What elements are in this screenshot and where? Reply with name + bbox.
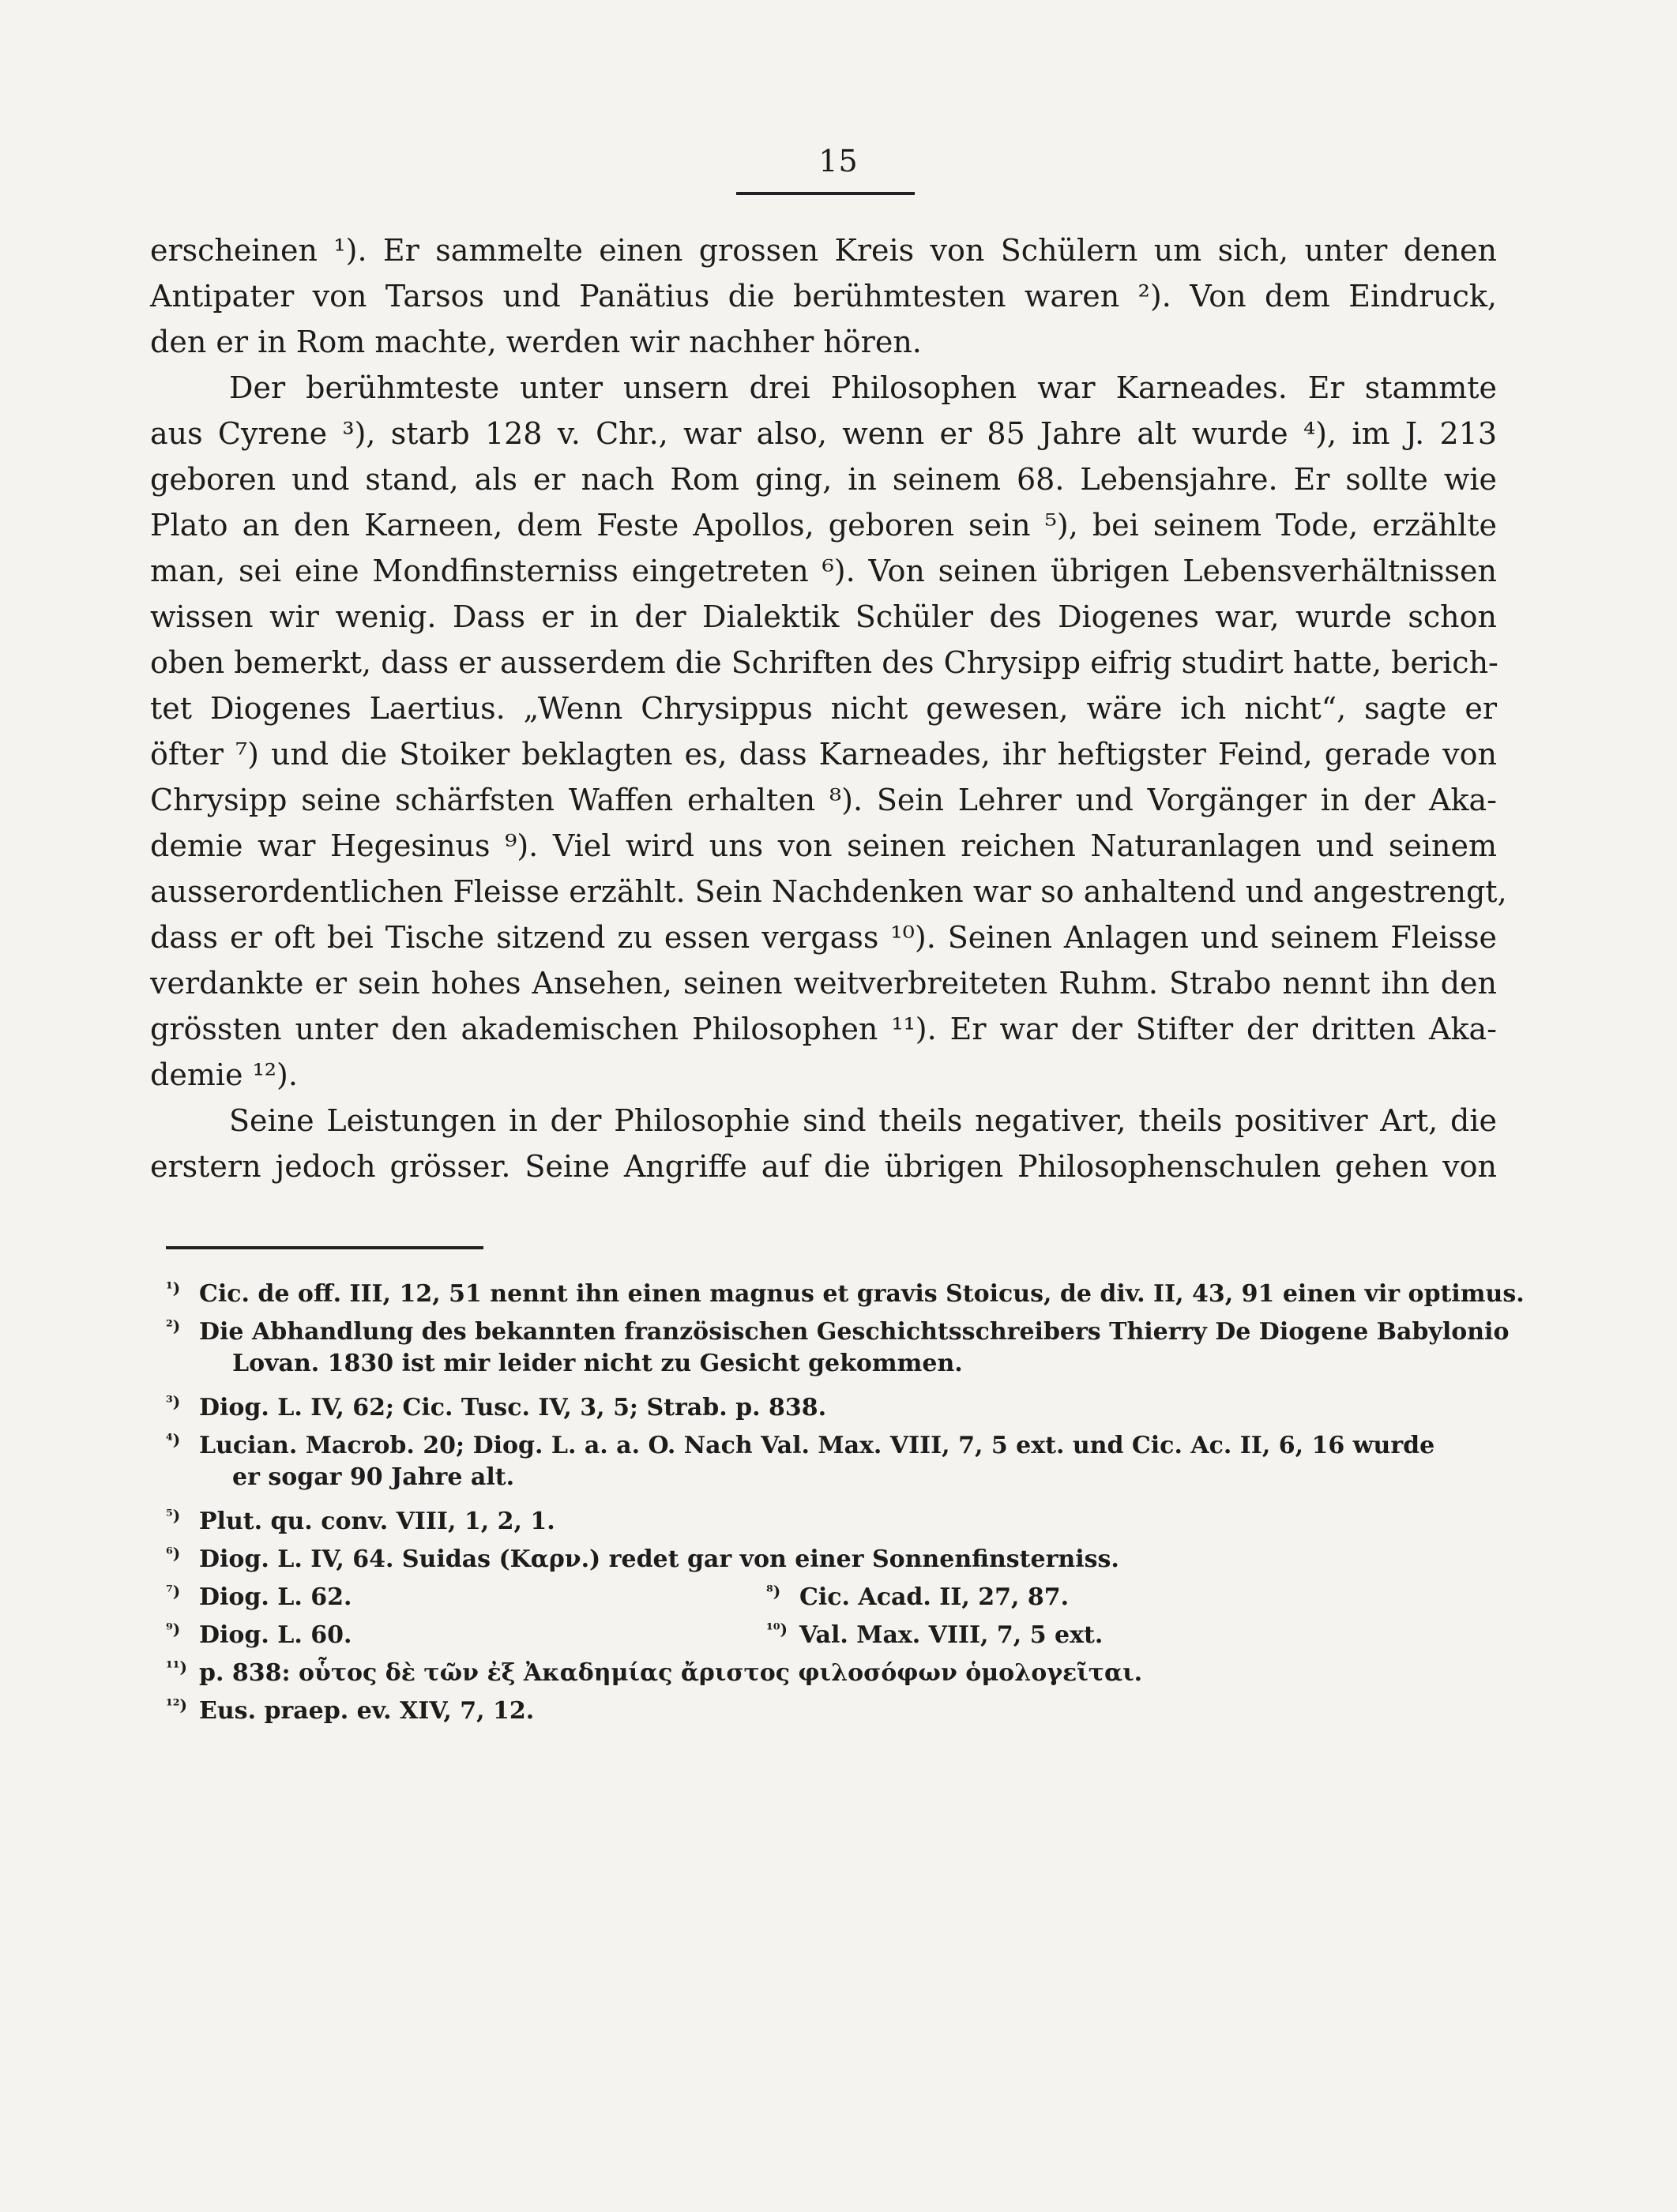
footnote-text: er sogar 90 Jahre alt. [232, 1463, 515, 1491]
footnote-text: Diog. L. IV, 64. Suidas (Καρν.) redet gar von einer Sonnenfinsterniss. [199, 1545, 1119, 1573]
footnote-mark: ¹) [166, 1279, 181, 1298]
text-line: Seine Leistungen in der Philosophie sind theils negativer, theils positiver Art, die [229, 1103, 1497, 1138]
footnote [166, 1383, 1497, 1421]
footnote-text: Lucian. Macrob. 20; Diog. L. a. a. O. Nach Val. Max. VIII, 7, 5 ext. und Cic. Ac. II, 6, 16 wurde [199, 1432, 1435, 1459]
footnote-text: Eus. praep. ev. XIV, 7, 12. [199, 1697, 535, 1725]
text-line: tet Diogenes Laertius. „Wenn Chrysippus nicht gewesen, wäre ich nicht“, sagte er [150, 691, 1497, 726]
footnote [166, 1534, 1497, 1572]
footnote-mark: ²) [166, 1316, 181, 1335]
text-line: demie war Hegesinus ⁹). Viel wird uns von seinen reichen Naturanlagen und seinem [150, 828, 1497, 863]
main-text [150, 227, 1507, 1189]
text-line: man, sei eine Mondfinsterniss eingetreten ⁶). Von seinen übrigen Lebensverhältnissen [150, 554, 1497, 588]
footnote-mark: ⁶) [166, 1544, 181, 1563]
footnote-mark: ³) [166, 1392, 181, 1411]
text-line: Der berühmteste unter unsern drei Philosophen war Karneades. Er stammte [229, 370, 1497, 405]
footnote [166, 1686, 1497, 1724]
page-number: 15 [818, 144, 859, 178]
footnote [166, 1648, 1497, 1686]
footnote-mark: ⁵) [166, 1506, 181, 1525]
text-line: Antipater von Tarsos und Panätius die berühmtesten waren ²). Von dem Eindruck, [150, 279, 1497, 314]
footnote-text: Plut. qu. conv. VIII, 1, 2, 1. [199, 1508, 555, 1535]
footnote-text: Lovan. 1830 ist mir leider nicht zu Gesicht gekommen. [232, 1350, 963, 1377]
text-line: Plato an den Karneen, dem Feste Apollos, geboren sein ⁵), bei seinem Tode, erzählte [150, 508, 1497, 543]
text-line: erstern jedoch grösser. Seine Angriffe auf die übrigen Philosophenschulen gehen von [150, 1149, 1497, 1184]
text-line: öfter ⁷) und die Stoiker beklagten es, dass Karneades, ihr heftigster Feind, gerade von [150, 737, 1497, 772]
text-line: den er in Rom machte, werden wir nachher hören. [150, 325, 922, 359]
footnote-mark: ¹²) [166, 1696, 187, 1714]
footnote-text: p. 838: οὗτος δὲ τῶν ἐξ Ἀκαδημίας ἄριστος φιλοσόφων ὁμολογεῖται. [199, 1659, 1143, 1687]
footnote [166, 1497, 1497, 1534]
text-line: wissen wir wenig. Dass er in der Dialektik Schüler des Diogenes war, wurde schon [150, 599, 1497, 634]
footnote [166, 1610, 766, 1648]
footnote-text: Die Abhandlung des bekannten französischen Geschichtsschreibers Thierry De Diogene Babylonio [199, 1318, 1510, 1346]
text-line: grössten unter den akademischen Philosophen ¹¹). Er war der Stifter der dritten Aka- [150, 1012, 1497, 1046]
footnote [766, 1572, 1069, 1610]
text-line: dass er oft bei Tische sitzend zu essen vergass ¹⁰). Seinen Anlagen und seinem Fleisse [150, 920, 1497, 955]
footnote-text: Val. Max. VIII, 7, 5 ext. [799, 1621, 1104, 1649]
footnote-mark: ⁹) [166, 1620, 181, 1639]
footnote [166, 1269, 1525, 1308]
footnote-text: Diog. L. 60. [199, 1621, 352, 1649]
header-rule [736, 192, 915, 195]
text-line: oben bemerkt, dass er ausserdem die Schriften des Chrysipp eifrig studirt hatte, berich- [150, 645, 1498, 680]
footnote [766, 1610, 1103, 1648]
footnote [166, 1572, 766, 1610]
footnote-mark: ⁷) [166, 1582, 181, 1601]
footnote-text: Diog. L. 62. [199, 1583, 352, 1611]
text-line: verdankte er sein hohes Ansehen, seinen weitverbreiteten Ruhm. Strabo nennt ihn den [150, 966, 1497, 1001]
footnote-text: Cic. Acad. II, 27, 87. [799, 1583, 1070, 1611]
footnote [166, 1307, 1510, 1346]
footnote-text: Cic. de off. III, 12, 51 nennt ihn einen magnus et gravis Stoicus, de div. II, 43, 91 einen vir optimus. [199, 1280, 1525, 1308]
footnote [166, 1345, 1497, 1383]
text-line: aus Cyrene ³), starb 128 v. Chr., war also, wenn er 85 Jahre alt wurde ⁴), im J. 213 [150, 416, 1497, 451]
footnote [166, 1421, 1497, 1459]
footnote-pair [166, 1610, 1497, 1648]
footnote-mark: ¹⁰) [766, 1620, 788, 1639]
footnote-pair [166, 1572, 1497, 1610]
footnote-mark: ⁴) [166, 1430, 181, 1449]
text-line: Chrysipp seine schärfsten Waffen erhalten ⁸). Sein Lehrer und Vorgänger in der Aka- [150, 783, 1497, 817]
text-line: erscheinen ¹). Er sammelte einen grossen Kreis von Schülern um sich, unter denen [150, 233, 1497, 268]
footnote [166, 1459, 1497, 1497]
footnote-mark: ¹¹) [166, 1658, 187, 1677]
footnotes [166, 1269, 1525, 1725]
text-line: ausserordentlichen Fleisse erzählt. Sein Nachdenken war so anhaltend und angestrengt, [150, 874, 1507, 909]
footnote-rule [166, 1246, 483, 1249]
text-line: geboren und stand, als er nach Rom ging, in seinem 68. Lebensjahre. Er sollte wie [150, 462, 1497, 497]
footnote-mark: ⁸) [766, 1582, 781, 1601]
footnote-text: Diog. L. IV, 62; Cic. Tusc. IV, 3, 5; Strab. p. 838. [199, 1394, 827, 1421]
text-line: demie ¹²). [150, 1057, 298, 1092]
